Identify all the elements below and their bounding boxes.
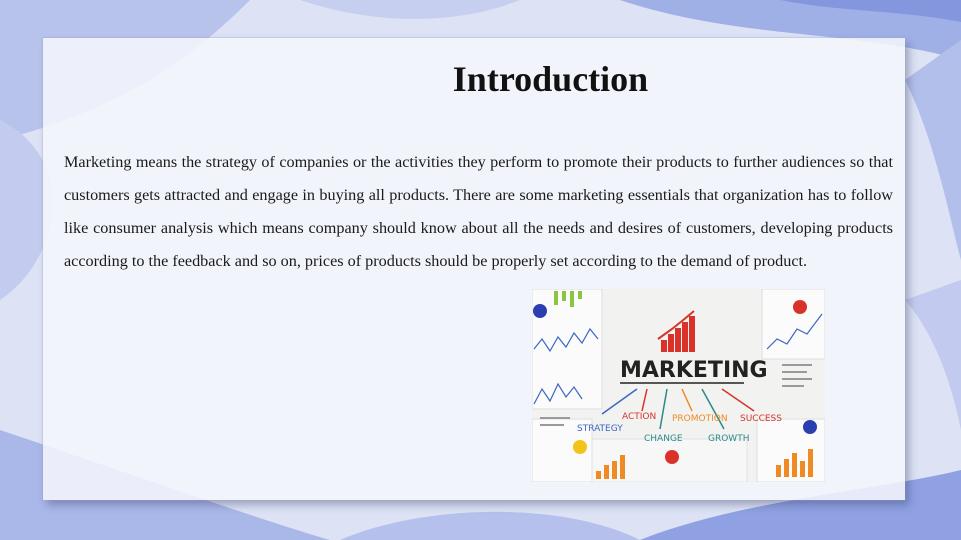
marketing-heading: MARKETING <box>620 358 768 383</box>
marketing-photo <box>532 289 825 482</box>
word-action: ACTION <box>622 412 657 422</box>
slide-title: Introduction <box>452 59 649 99</box>
word-promotion: PROMOTION <box>672 414 728 424</box>
word-strategy: STRATEGY <box>577 424 623 434</box>
word-success: SUCCESS <box>740 414 782 424</box>
word-change: CHANGE <box>644 434 683 444</box>
word-growth: GROWTH <box>708 434 750 444</box>
body-paragraph: Marketing means the strategy of companies or the activities they perform to promote their products to further audiences so that customers gets attracted and engage in buying all products. There are some marketing essentials that organization has to follow like consumer analysis which means company should know about all the needs and desires of customers, developing products according to the feedback and so on, prices of products should be properly set according to the demand of product. <box>64 153 893 270</box>
